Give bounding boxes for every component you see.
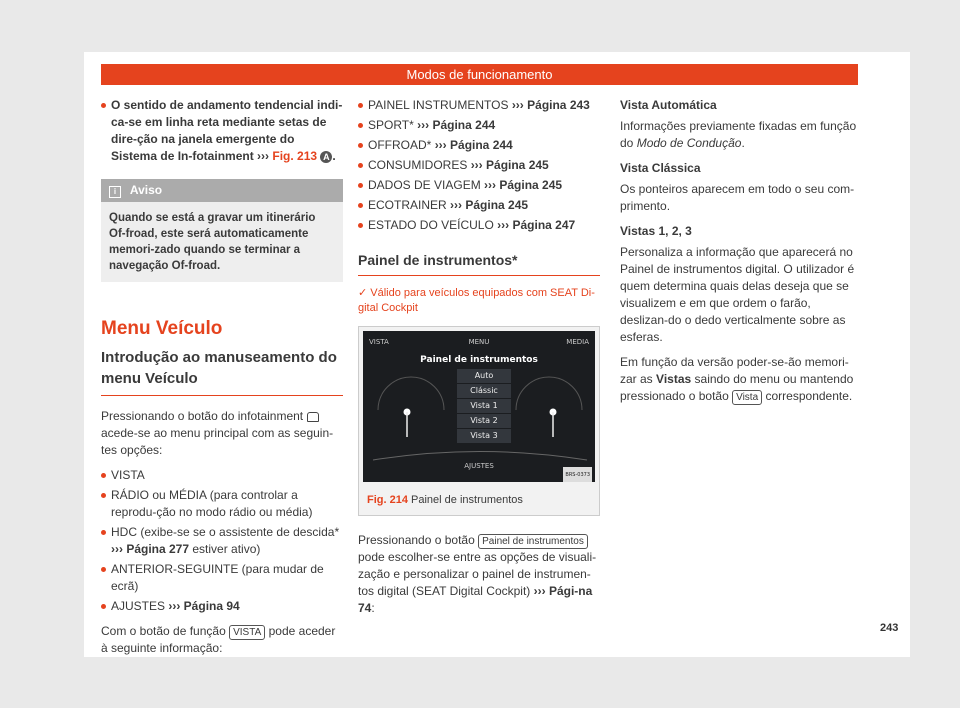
list-item [358, 217, 600, 234]
item-text: DADOS DE VIAGEM [368, 178, 481, 192]
check-icon: ✓ [358, 287, 368, 299]
screen-ajustes-label: AJUSTES [464, 462, 494, 470]
list-item [101, 561, 343, 595]
para-painel [358, 532, 600, 617]
para-end: . [741, 136, 745, 150]
para-text: pode aceder à seguinte informação: [101, 624, 336, 655]
item-text: RÁDIO ou MÉDIA (para controlar a reprodu-ção no modo rádio ou média) [111, 488, 313, 519]
page-ref-link[interactable]: ››› Página 243 [511, 98, 590, 112]
validity-note [358, 286, 600, 316]
info-icon: i [109, 186, 121, 198]
item-text: ESTADO DO VEÍCULO [368, 218, 494, 232]
car-menu-icon [307, 412, 319, 422]
heading-vista-automatica: Vista Automática [620, 98, 717, 112]
list-item [101, 487, 343, 521]
para-colon: : [371, 601, 375, 615]
option-classic[interactable]: Clássic [457, 384, 511, 398]
aviso-header [101, 179, 343, 202]
item-text: AJUSTES [111, 599, 166, 613]
figure-214 [358, 326, 600, 516]
item-text: SPORT* [368, 118, 414, 132]
para-text: Em função da versão poder-se-ão memori-zar as [620, 355, 849, 386]
column-2 [358, 97, 600, 625]
para-automatica [620, 118, 860, 152]
item-text: OFFROAD* [368, 138, 432, 152]
screen-title: Painel de instrumentos [420, 355, 538, 365]
para-intro-end: acede-se ao menu principal com as seguin-tes opções: [101, 426, 334, 457]
para-classica: Os ponteiros aparecem em todo o seu com-primento. [620, 182, 855, 213]
ref-arrow: ››› [257, 149, 270, 163]
screen-media-label: MEDIA [566, 338, 589, 346]
list-item [358, 97, 600, 114]
list-item [358, 117, 600, 134]
list-item [358, 157, 600, 174]
option-vista-2[interactable]: Vista 2 [457, 414, 511, 428]
page-ref-link[interactable]: ››› Pági-na 74 [358, 584, 593, 615]
option-auto[interactable]: Auto [457, 369, 511, 383]
page-number: 243 [880, 622, 899, 634]
page-ref-link[interactable]: ››› Página 244 [417, 118, 496, 132]
figure-code: BRS-0373 [563, 467, 592, 482]
vista-key: Vista [732, 390, 762, 405]
validity-text: Válido para veículos equipados com SEAT Di-gital Cockpit [358, 287, 595, 314]
list-item [101, 467, 343, 484]
para-text: saindo do menu ou mantendo pressionado o botão [620, 372, 854, 403]
heading-vistas-123: Vistas 1, 2, 3 [620, 224, 692, 238]
item-text: HDC (exibe-se se o assistente de descida* [111, 525, 340, 539]
para-intro-text: Pressionando o botão do infotainment [101, 409, 304, 423]
aviso-box [101, 179, 343, 282]
page-header: Modos de funcionamento [101, 64, 858, 85]
para-memorizar [620, 354, 860, 405]
screen-vista-label: VISTA [369, 338, 389, 346]
fig-ref-link[interactable]: Fig. 213 [272, 149, 318, 163]
list-item [101, 598, 343, 615]
painel-key: Painel de instrumentos [478, 534, 588, 549]
option-vista-1[interactable]: Vista 1 [457, 399, 511, 413]
para-text: correspondente. [765, 389, 853, 403]
para-intro [101, 408, 343, 459]
figure-label: Fig. 214 [367, 494, 408, 506]
figure-caption-text: Painel de instrumentos [411, 494, 523, 506]
para-text: pode escolher-se entre as opções de visuali-zação e personalizar o painel de instrumen-tos digital (SEAT Digital Cockpit) [358, 550, 597, 598]
page-ref-link[interactable]: ››› Página 244 [434, 138, 513, 152]
aviso-title: Aviso [129, 183, 163, 197]
para-vista [101, 623, 343, 657]
vista-key: VISTA [229, 625, 265, 640]
option-vista-3[interactable]: Vista 3 [457, 429, 511, 443]
page-ref-link[interactable]: ››› Página 245 [450, 198, 529, 212]
list-item [358, 177, 600, 194]
page-ref-link[interactable]: ››› Página 245 [470, 158, 549, 172]
callout-a-badge: A [320, 151, 332, 163]
item-text: ECOTRAINER [368, 198, 447, 212]
item-text: ANTERIOR-SEGUINTE (para mudar de ecrã) [111, 562, 324, 593]
screen-menu-label: MENU [468, 338, 490, 346]
aviso-text: Quando se está a gravar um itinerário Of-froad, este será automaticamente memori-zado quando se terminar a navegação Of-froad. [109, 212, 316, 272]
cockpit-screen [363, 331, 595, 482]
list-item [101, 524, 343, 558]
para-vistas: Personaliza a informação que aparecerá no Painel de instrumentos digital. O utilizador é quem determina quais delas deseja que se visualizem e em que ordem o farão, deslizan-do o dedo verticalmente sobre as esferas. [620, 245, 855, 344]
subsection-title: Introdução ao manuseamento do menu Veículo [101, 347, 343, 396]
para-text: Pressionando o botão [358, 533, 475, 547]
italic-term: Modo de Condução [636, 136, 742, 150]
section-title: Menu Veículo [101, 318, 223, 339]
item-text: CONSUMIDORES [368, 158, 468, 172]
list-item [358, 197, 600, 214]
page-ref-link[interactable]: ››› Página 277 [111, 542, 190, 556]
view-options-list [457, 369, 511, 444]
section-title: Painel de instrumentos* [358, 252, 600, 276]
column-1 [101, 97, 343, 665]
page-ref-link[interactable]: ››› Página 245 [484, 178, 563, 192]
intro-text: O sentido de andamento tendencial indi-ca-se em linha reta mediante setas de dire-ção na janela emergente do Sistema de In-fotainment [111, 98, 343, 163]
column-3 [620, 97, 860, 413]
intro-bullet: O sentido de andamento tendencial indi-ca-se em linha reta mediante setas de dire-ção na janela emergente do Sistema de In-fotainment ››› Fig. 213 A . [101, 97, 343, 165]
para-text: Informações previamente fixadas em função do [620, 119, 857, 150]
item-tail: estiver ativo) [192, 542, 261, 556]
heading-vista-classica: Vista Clássica [620, 161, 701, 175]
figure-caption [359, 486, 599, 515]
list-item [358, 137, 600, 154]
item-text: VISTA [111, 468, 145, 482]
bold-term: Vistas [656, 372, 692, 386]
item-text: PAINEL INSTRUMENTOS [368, 98, 509, 112]
para-text: Com o botão de função [101, 624, 226, 638]
page-ref-link[interactable]: ››› Página 94 [168, 599, 240, 613]
page-ref-link[interactable]: ››› Página 247 [497, 218, 576, 232]
